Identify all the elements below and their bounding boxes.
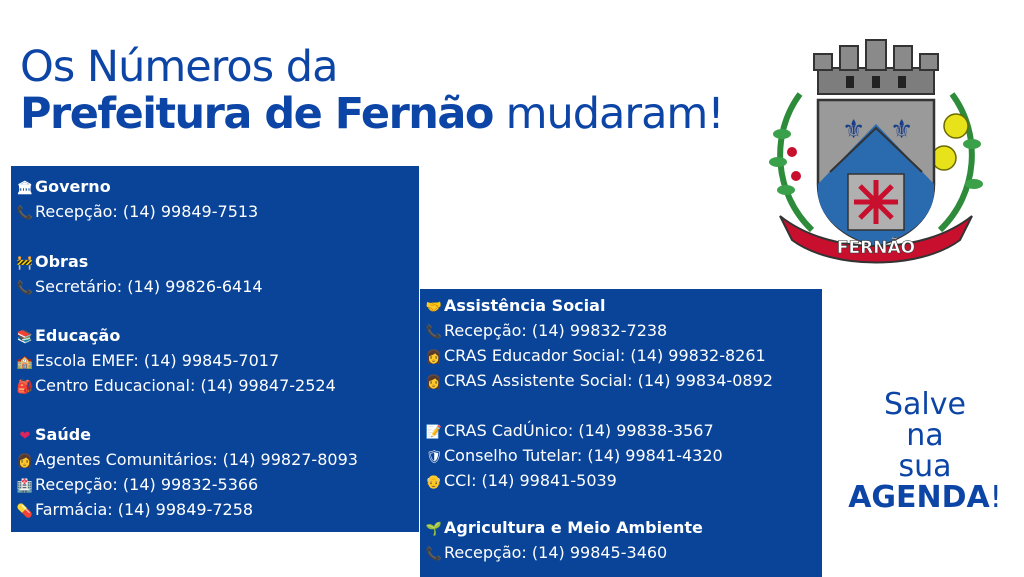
phone-icon: 📞 [425, 325, 443, 340]
section-heading-agricultura: 🌱 Agricultura e Meio Ambiente [424, 515, 818, 540]
svg-text:⚜: ⚜ [842, 115, 866, 145]
contact-line: 👩 CRAS Educador Social: (14) 99832-8261 [424, 343, 818, 368]
hospital-icon: 🏥 [16, 479, 34, 494]
phone-icon: 📞 [16, 281, 34, 296]
contact-line: 📞 Recepção: (14) 99849-7513 [15, 199, 415, 224]
section-governo [15, 174, 415, 224]
contact-line: 👩 Agentes Comunitários: (14) 99827-8093 [15, 447, 415, 472]
memo-icon: 📝 [425, 425, 443, 440]
section-heading-educacao: 📚 Educação [15, 323, 415, 348]
section-heading-assistencia: 🤝 Assistência Social [424, 293, 818, 318]
contact-line: 🛡 Conselho Tutelar: (14) 99841-4320 [424, 443, 818, 468]
books-icon: 📚 [16, 330, 34, 345]
section-heading-obras: 🚧 Obras [15, 249, 415, 274]
phone-icon: 📞 [16, 206, 34, 221]
title-line-2 [20, 90, 724, 138]
heart-icon: ❤ [19, 429, 31, 444]
section-assistencia [424, 293, 818, 493]
school-icon: 🏫 [16, 355, 34, 370]
contact-line: 📝 CRAS CadÚnico: (14) 99838-3567 [424, 418, 818, 443]
green-branch-right [932, 94, 983, 230]
contact-line: 🏥 Recepção: (14) 99832-5366 [15, 472, 415, 497]
section-educacao [15, 323, 415, 398]
title-bold: Prefeitura de Fernão [20, 89, 493, 139]
bank-icon: 🏛 [16, 181, 34, 196]
contact-line: 📞 Recepção: (14) 99832-7238 [424, 318, 818, 343]
seedling-icon: 🌱 [425, 522, 443, 537]
title-rest: mudaram! [492, 89, 724, 139]
section-obras [15, 249, 415, 299]
contact-line: 🎒 Centro Educacional: (14) 99847-2524 [15, 373, 415, 398]
contacts-panel-left [11, 166, 419, 532]
shield [818, 100, 934, 246]
save-to-contacts-callout: Salve na sua AGENDA! [848, 387, 1002, 515]
contact-line: 🏫 Escola EMEF: (14) 99845-7017 [15, 348, 415, 373]
crown-battlements [814, 40, 938, 94]
section-saude [15, 422, 415, 522]
contact-line: 👩 CRAS Assistente Social: (14) 99834-0892 [424, 368, 774, 418]
contact-line: 💊 Farmácia: (14) 99849-7258 [15, 497, 415, 522]
coat-of-arms-logo [760, 34, 992, 274]
backpack-icon: 🎒 [16, 380, 34, 395]
elder-icon: 👴 [425, 475, 443, 490]
shield-icon: 🛡 [425, 450, 443, 465]
section-heading-saude: ❤ Saúde [15, 422, 415, 447]
social-worker-icon: 👩 [425, 375, 443, 390]
page-title [20, 44, 724, 138]
construction-icon: 🚧 [16, 256, 34, 271]
section-heading-governo: 🏛 Governo [15, 174, 415, 199]
green-branch-left [769, 94, 812, 230]
banner-text: FERNÃO [836, 238, 916, 258]
title-line-1: Os Números da [20, 42, 338, 92]
handshake-icon: 🤝 [425, 300, 443, 315]
section-agricultura [424, 515, 818, 565]
pill-icon: 💊 [16, 504, 34, 519]
health-worker-icon: 👩 [16, 454, 34, 469]
contacts-panel-right [420, 289, 822, 577]
svg-text:⚜: ⚜ [890, 115, 914, 145]
contact-line: 📞 Recepção: (14) 99845-3460 [424, 540, 818, 565]
contact-line: 👴 CCI: (14) 99841-5039 [424, 468, 818, 493]
teacher-icon: 👩 [425, 350, 443, 365]
phone-icon: 📞 [425, 547, 443, 562]
contact-line: 📞 Secretário: (14) 99826-6414 [15, 274, 415, 299]
